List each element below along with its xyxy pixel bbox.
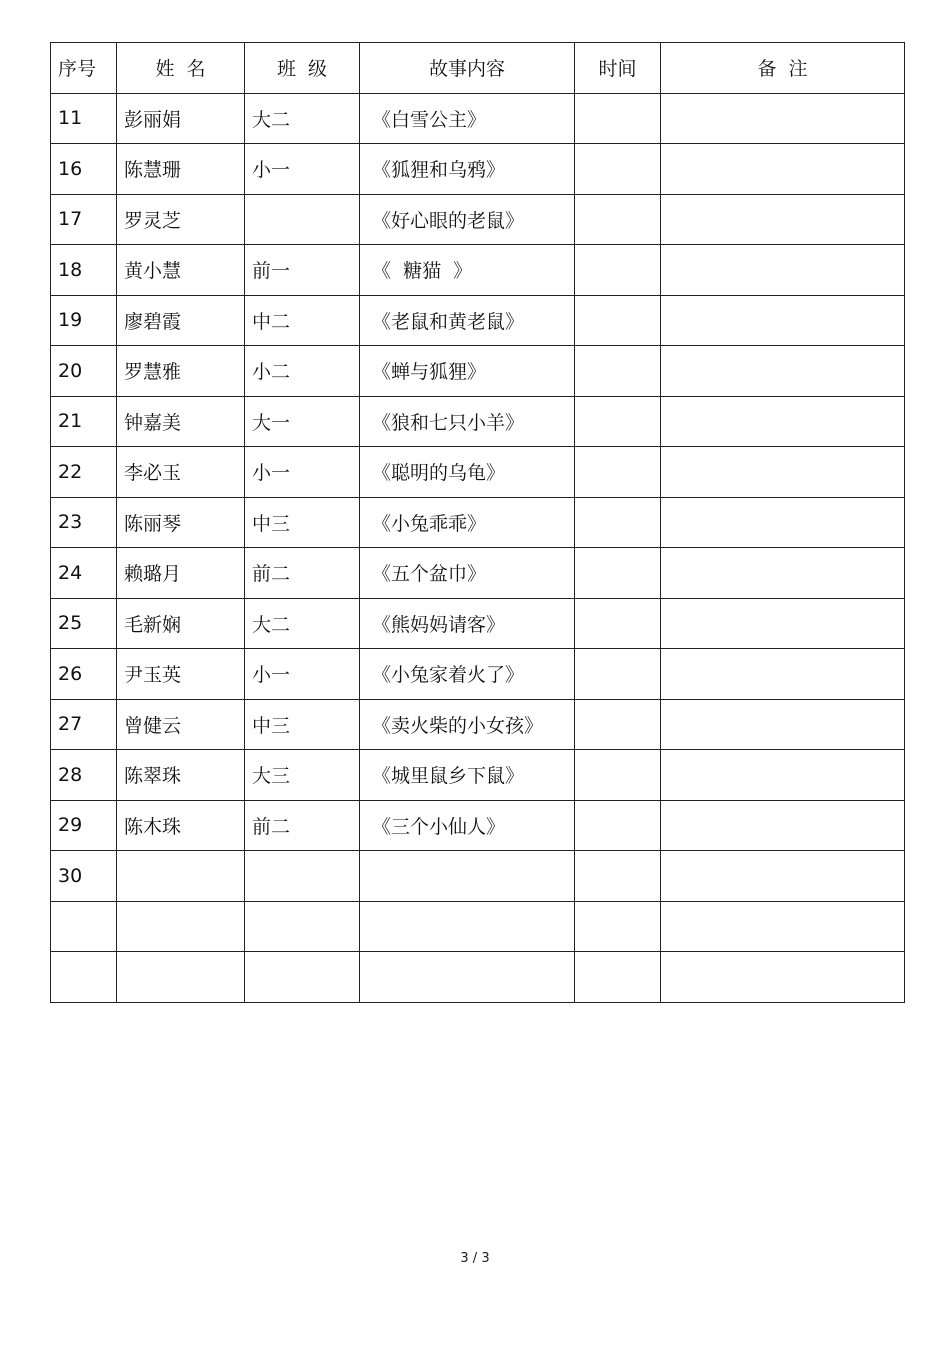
cell-name: 陈翠珠 — [117, 750, 245, 801]
cell-story — [360, 901, 575, 952]
cell-remarks — [661, 447, 905, 498]
header-remarks: 备 注 — [661, 43, 905, 94]
cell-story: 《聪明的乌龟》 — [360, 447, 575, 498]
cell-time — [575, 497, 661, 548]
cell-seq: 18 — [51, 245, 117, 296]
cell-time — [575, 93, 661, 144]
cell-name: 曾健云 — [117, 699, 245, 750]
table-row — [51, 901, 905, 952]
cell-remarks — [661, 295, 905, 346]
header-time: 时间 — [575, 43, 661, 94]
cell-story: 《小兔家着火了》 — [360, 649, 575, 700]
cell-name: 罗灵芝 — [117, 194, 245, 245]
cell-story: 《五个盆巾》 — [360, 548, 575, 599]
cell-seq: 19 — [51, 295, 117, 346]
cell-name: 钟嘉美 — [117, 396, 245, 447]
cell-remarks — [661, 901, 905, 952]
cell-remarks — [661, 194, 905, 245]
page-number: 3 / 3 — [460, 1251, 490, 1266]
table-row — [51, 598, 905, 649]
cell-story: 《 糖猫 》 — [360, 245, 575, 296]
cell-name: 李必玉 — [117, 447, 245, 498]
cell-class: 中二 — [245, 295, 360, 346]
cell-seq: 28 — [51, 750, 117, 801]
cell-time — [575, 245, 661, 296]
cell-class: 小二 — [245, 346, 360, 397]
cell-name: 赖璐月 — [117, 548, 245, 599]
cell-seq: 23 — [51, 497, 117, 548]
cell-class: 小一 — [245, 144, 360, 195]
cell-remarks — [661, 144, 905, 195]
cell-name: 罗慧雅 — [117, 346, 245, 397]
table-row — [51, 497, 905, 548]
cell-time — [575, 649, 661, 700]
cell-class — [245, 952, 360, 1003]
cell-remarks — [661, 245, 905, 296]
cell-class: 大二 — [245, 93, 360, 144]
cell-name — [117, 952, 245, 1003]
cell-seq: 25 — [51, 598, 117, 649]
cell-seq: 24 — [51, 548, 117, 599]
cell-remarks — [661, 750, 905, 801]
cell-name: 陈木珠 — [117, 800, 245, 851]
cell-time — [575, 548, 661, 599]
cell-name: 尹玉英 — [117, 649, 245, 700]
cell-time — [575, 901, 661, 952]
header-seq: 序号 — [51, 43, 117, 94]
cell-time — [575, 800, 661, 851]
cell-remarks — [661, 699, 905, 750]
table-row — [51, 346, 905, 397]
cell-time — [575, 144, 661, 195]
header-name: 姓 名 — [117, 43, 245, 94]
table-row — [51, 194, 905, 245]
cell-class — [245, 851, 360, 902]
table-row — [51, 851, 905, 902]
cell-name — [117, 901, 245, 952]
cell-name: 彭丽娟 — [117, 93, 245, 144]
cell-class: 小一 — [245, 447, 360, 498]
cell-seq: 17 — [51, 194, 117, 245]
cell-remarks — [661, 497, 905, 548]
cell-story: 《狼和七只小羊》 — [360, 396, 575, 447]
table-row — [51, 952, 905, 1003]
cell-seq: 16 — [51, 144, 117, 195]
cell-seq: 29 — [51, 800, 117, 851]
cell-remarks — [661, 93, 905, 144]
cell-seq: 11 — [51, 93, 117, 144]
table-row — [51, 548, 905, 599]
cell-story: 《好心眼的老鼠》 — [360, 194, 575, 245]
story-roster-table — [50, 42, 905, 1003]
cell-seq — [51, 952, 117, 1003]
cell-time — [575, 396, 661, 447]
cell-time — [575, 598, 661, 649]
cell-story — [360, 952, 575, 1003]
cell-seq: 21 — [51, 396, 117, 447]
table-row — [51, 800, 905, 851]
table-body — [51, 93, 905, 1002]
table-row — [51, 750, 905, 801]
cell-remarks — [661, 952, 905, 1003]
cell-class: 大二 — [245, 598, 360, 649]
cell-name: 黄小慧 — [117, 245, 245, 296]
cell-name: 陈慧珊 — [117, 144, 245, 195]
table-row — [51, 144, 905, 195]
cell-story — [360, 851, 575, 902]
cell-remarks — [661, 548, 905, 599]
cell-remarks — [661, 851, 905, 902]
table-header — [51, 43, 905, 94]
table-row — [51, 295, 905, 346]
header-row — [51, 43, 905, 94]
cell-remarks — [661, 598, 905, 649]
cell-time — [575, 346, 661, 397]
cell-story: 《狐狸和乌鸦》 — [360, 144, 575, 195]
cell-seq: 26 — [51, 649, 117, 700]
cell-seq — [51, 901, 117, 952]
cell-seq: 22 — [51, 447, 117, 498]
cell-remarks — [661, 346, 905, 397]
table-row — [51, 649, 905, 700]
cell-class: 前二 — [245, 548, 360, 599]
cell-time — [575, 952, 661, 1003]
cell-class — [245, 901, 360, 952]
header-story: 故事内容 — [360, 43, 575, 94]
cell-story: 《老鼠和黄老鼠》 — [360, 295, 575, 346]
header-class: 班 级 — [245, 43, 360, 94]
cell-time — [575, 851, 661, 902]
cell-story: 《白雪公主》 — [360, 93, 575, 144]
cell-story: 《卖火柴的小女孩》 — [360, 699, 575, 750]
cell-time — [575, 699, 661, 750]
cell-story: 《蝉与狐狸》 — [360, 346, 575, 397]
cell-name: 廖碧霞 — [117, 295, 245, 346]
cell-class: 小一 — [245, 649, 360, 700]
cell-remarks — [661, 649, 905, 700]
cell-class: 中三 — [245, 497, 360, 548]
cell-seq: 27 — [51, 699, 117, 750]
cell-seq: 20 — [51, 346, 117, 397]
table-row — [51, 447, 905, 498]
table-row — [51, 699, 905, 750]
cell-class: 前一 — [245, 245, 360, 296]
cell-story: 《三个小仙人》 — [360, 800, 575, 851]
cell-time — [575, 295, 661, 346]
table-row — [51, 396, 905, 447]
cell-class: 大一 — [245, 396, 360, 447]
cell-name: 毛新娴 — [117, 598, 245, 649]
cell-class: 中三 — [245, 699, 360, 750]
cell-story: 《城里鼠乡下鼠》 — [360, 750, 575, 801]
table-row — [51, 245, 905, 296]
table-row — [51, 93, 905, 144]
cell-story: 《熊妈妈请客》 — [360, 598, 575, 649]
cell-story: 《小兔乖乖》 — [360, 497, 575, 548]
cell-name: 陈丽琴 — [117, 497, 245, 548]
cell-name — [117, 851, 245, 902]
cell-remarks — [661, 800, 905, 851]
cell-seq: 30 — [51, 851, 117, 902]
cell-class — [245, 194, 360, 245]
cell-time — [575, 447, 661, 498]
cell-time — [575, 750, 661, 801]
cell-class: 前二 — [245, 800, 360, 851]
cell-time — [575, 194, 661, 245]
cell-class: 大三 — [245, 750, 360, 801]
cell-remarks — [661, 396, 905, 447]
